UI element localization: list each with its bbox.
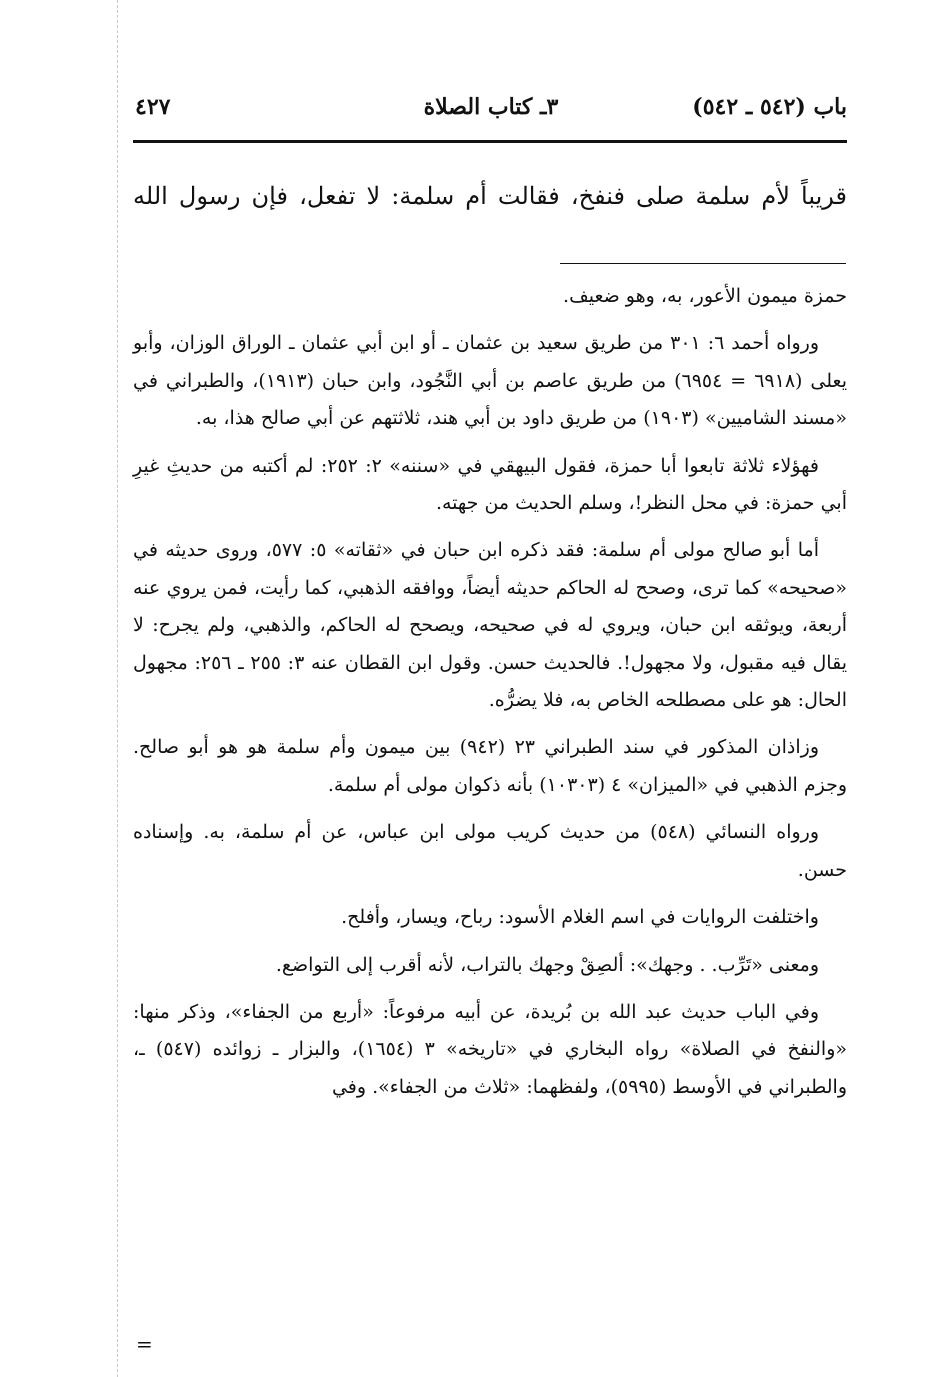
chapter-title: ٣ـ كتاب الصلاة	[423, 94, 559, 120]
continuation-mark: =	[136, 1332, 153, 1356]
margin-guide-line	[117, 0, 118, 1377]
footnote-paragraph: حمزة ميمون الأعور، به، وهو ضعيف.	[563, 285, 847, 307]
header-rule	[133, 140, 847, 143]
footnote-paragraph: ورواه النسائي (٥٤٨) من حديث كريب مولى ابن عباس، عن أم سلمة، به. وإسناده حسن.	[133, 821, 847, 881]
footnote-paragraph: فهؤلاء ثلاثة تابعوا أبا حمزة، فقول البيهقي في «سننه» ٢: ٢٥٢: لم أكتبه من حديثِ غيرِ أبي حمزة: في محل النظر!، وسلم الحديث من جهته.	[133, 454, 847, 515]
main-text: قريباً لأم سلمة صلى فنفخ، فقالت أم سلمة: لا تفعل، فإن رسول الله	[133, 182, 847, 210]
footnote-separator	[560, 263, 846, 264]
footnote-paragraph: أما أبو صالح مولى أم سلمة: فقد ذكره ابن حبان في «ثقاته» ٥: ٥٧٧، وروى حديثه في «صحيحه» كما ترى، وصحح له الحاكم حديثه أيضاً، ووافقه الذهبي، كما رأيت، فمن يروي عنه أربعة، ويوثقه ابن حبان، ويروي له في صحيحه، ويصحح له الحاكم، والذهبي، ولم يجرح: لا يقال فيه مقبول، ولا مجهول!. فالحديث حسن. وقول ابن القطان عنه ٣: ٢٥٥ ـ ٢٥٦: مجهول الحال: هو على مصطلحه الخاص به، فلا يضرُّه.	[133, 539, 847, 712]
footnotes	[133, 278, 847, 1116]
footnote-paragraph: ومعنى «تَرِّب. . وجهك»: ألصِقْ وجهك بالتراب، لأنه أقرب إلى التواضع.	[275, 953, 819, 976]
footnote-paragraph: وفي الباب حديث عبد الله بن بُريدة، عن أبيه مرفوعاً: «أربع من الجفاء»، وذكر منها: «والنفخ في الصلاة» رواه البخاري في «تاريخه» ٣ (١٦٥٤)، والبزار ـ زوائده (٥٤٧) ـ، والطبراني في الأوسط (٥٩٩٥)، ولفظهما: «ثلاث من الجفاء». وفي	[133, 1000, 848, 1098]
page-header	[135, 94, 847, 134]
section-title: باب (٥٤٢ ـ ٥٤٢)	[692, 94, 847, 120]
footnote-paragraph: ورواه أحمد ٦: ٣٠١ من طريق سعيد بن عثمان ـ أو ابن أبي عثمان ـ الوراق الوزان، وأبو يعلى (٦٩١٨ = ٦٩٥٤) من طريق عاصم بن أبي النَّجُود، وابن حبان (١٩١٣)، والطبراني في «مسند الشاميين» (١٩٠٣) من طريق داود بن أبي هند، ثلاثتهم عن أبي صالح هذا، به.	[133, 332, 847, 430]
footnote-paragraph: واختلفت الروايات في اسم الغلام الأسود: رباح، ويسار، وأفلح.	[341, 906, 819, 929]
page-number: ٤٢٧	[135, 94, 171, 120]
footnote-paragraph: وزاذان المذكور في سند الطبراني ٢٣ (٩٤٢) بين ميمون وأم سلمة هو هو أبو صالح. وجزم الذهبي في «الميزان» ٤ (١٠٣٠٣) بأنه ذكوان مولى أم سلمة.	[133, 736, 847, 796]
